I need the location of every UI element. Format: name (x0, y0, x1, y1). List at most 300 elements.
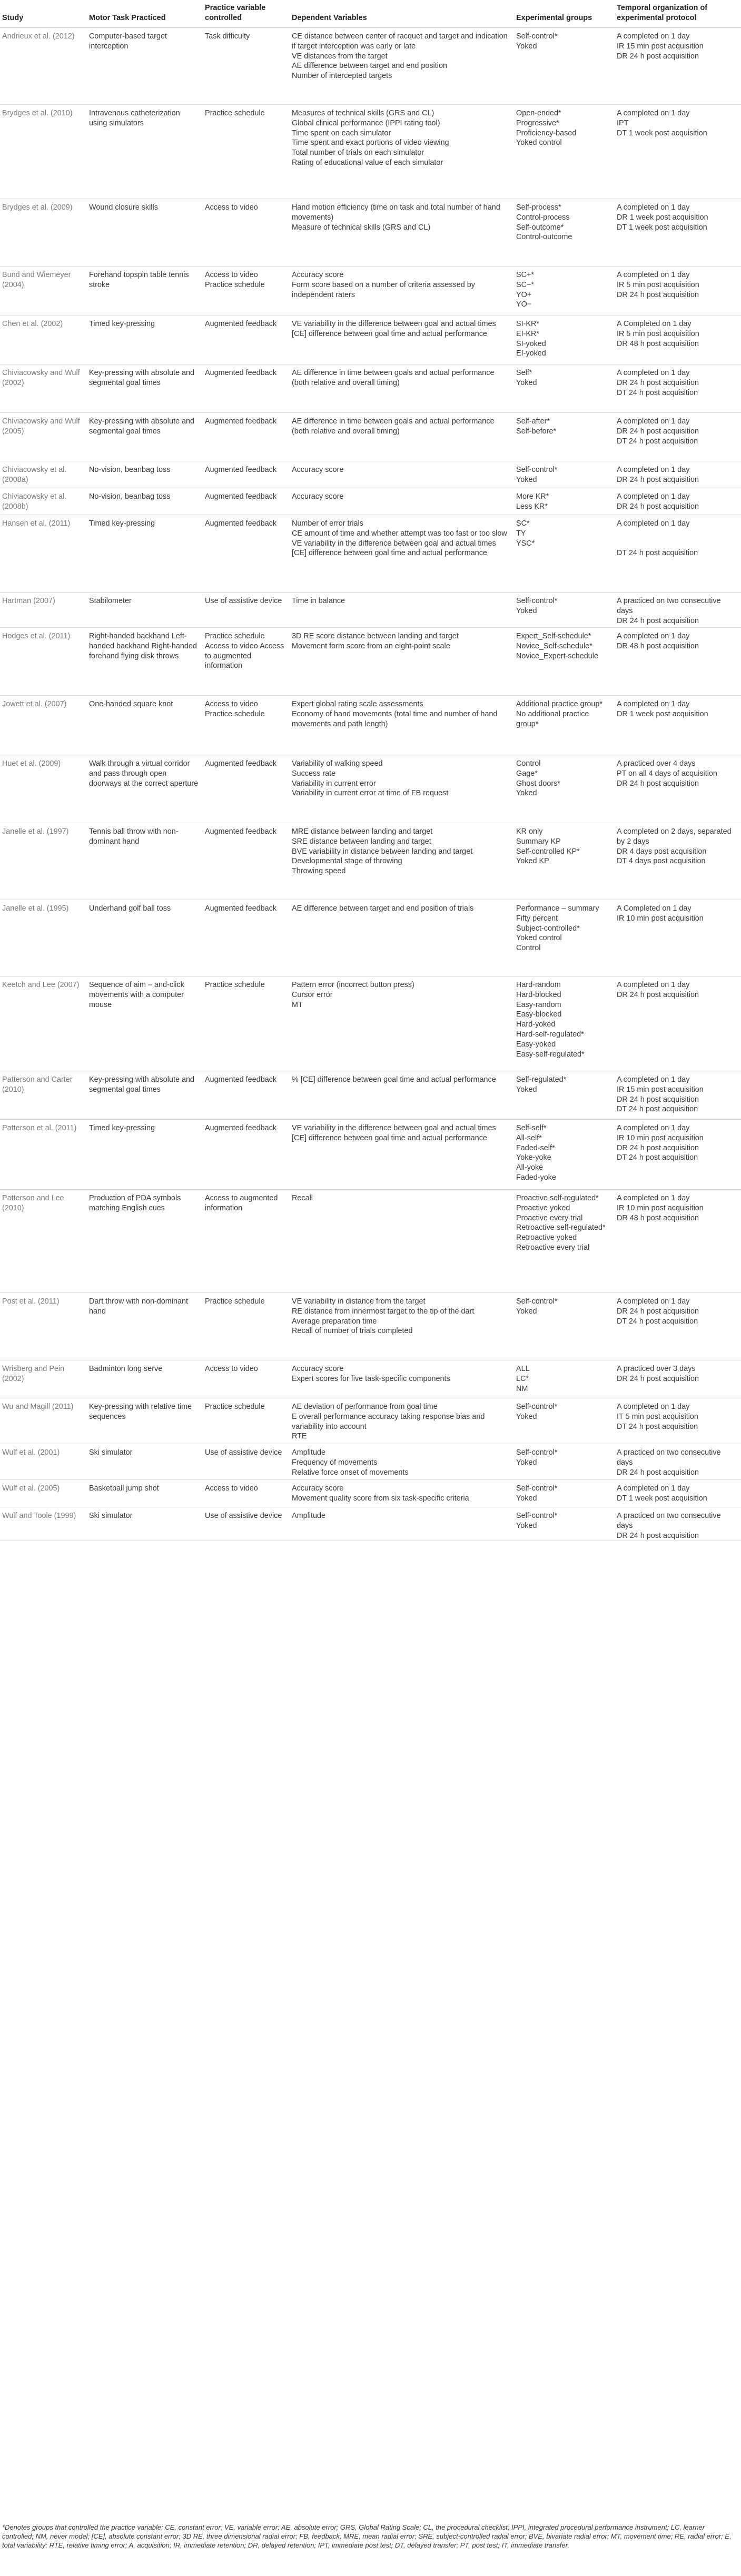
dependent-variable: Measure of technical skills (GRS and CL) (292, 223, 431, 232)
experimental-groups-cell (514, 1071, 615, 1120)
experimental-groups-cell (514, 461, 615, 488)
timing-item: A Completed on 1 day (617, 320, 691, 328)
group-item: Hard-self-regulated* (516, 1030, 584, 1039)
timing-item: DR 48 h post acquisition (617, 641, 699, 650)
group-item: Novice_Self-schedule* (516, 641, 592, 650)
timing-item: DR 24 h post acquisition (617, 1531, 699, 1540)
group-item: Gage* (516, 769, 538, 778)
timing-item: DR 1 week post acquisition (617, 709, 708, 718)
practice-variable-cell: Access to video Practice schedule (203, 267, 290, 315)
dependent-variable: Total number of trials on each simulator (292, 149, 424, 157)
header-practice-variable: Practice variable controlled (203, 0, 290, 28)
temporal-organization-cell (615, 1120, 741, 1190)
group-item: Retroactive yoked (516, 1233, 577, 1242)
group-item: Proficiency-based (516, 129, 577, 137)
group-item: Self-control* (516, 597, 558, 605)
timing-item: DR 24 h post acquisition (617, 1307, 699, 1316)
table-row (0, 593, 741, 628)
group-item: Subject-controlled* (516, 924, 580, 933)
group-item: Hard-random (516, 981, 561, 989)
experimental-groups-cell (514, 823, 615, 900)
temporal-organization-cell (615, 593, 741, 628)
group-item: YO− (516, 300, 532, 309)
experimental-groups-cell (514, 315, 615, 364)
practice-variable-cell: Access to video (203, 1480, 290, 1507)
dependent-variable: Developmental stage of throwing (292, 857, 402, 866)
table-row (0, 976, 741, 1071)
study-cell: Brydges et al. (2009) (0, 199, 87, 267)
timing-item: DR 48 h post acquisition (617, 1213, 699, 1222)
dependent-variables-cell (290, 823, 514, 900)
timing-item: DR 24 h post acquisition (617, 990, 699, 999)
experimental-groups-cell (514, 28, 615, 105)
header-motor-task: Motor Task Practiced (87, 0, 203, 28)
group-item: Proactive yoked (516, 1203, 570, 1212)
motor-task-cell: Tennis ball throw with non-dominant hand (87, 823, 203, 900)
timing-item: A practiced on two consecutive days (617, 597, 721, 615)
dependent-variable: Accuracy score (292, 492, 344, 501)
dependent-variable: Form score based on a number of criteria assessed by independent raters (292, 280, 475, 299)
dependent-variable: Variability of walking speed (292, 759, 383, 768)
timing-item: DT 4 days post acquisition (617, 857, 706, 866)
table-row (0, 628, 741, 696)
timing-item: DT 1 week post acquisition (617, 129, 707, 137)
table-row (0, 1360, 741, 1398)
group-item: YO+ (516, 290, 532, 299)
motor-task-cell: Dart throw with non-dominant hand (87, 1293, 203, 1360)
study-cell: Wrisberg and Pein (2002) (0, 1360, 87, 1398)
table-row (0, 267, 741, 315)
table-row (0, 1071, 741, 1120)
timing-item: A completed on 1 day (617, 519, 690, 528)
table-row (0, 1507, 741, 1541)
practice-variable-cell: Use of assistive device (203, 1507, 290, 1541)
study-cell: Jowett et al. (2007) (0, 696, 87, 755)
practice-variable-cell: Augmented feedback (203, 364, 290, 413)
table-header-row (0, 0, 741, 28)
dependent-variable: Amplitude (292, 1448, 325, 1457)
study-cell: Wulf et al. (2005) (0, 1480, 87, 1507)
group-item: Self-control* (516, 32, 558, 41)
study-cell: Keetch and Lee (2007) (0, 976, 87, 1071)
header-temporal-organization: Temporal organization of experimental protocol (615, 0, 741, 28)
motor-task-cell: Forehand topspin table tennis stroke (87, 267, 203, 315)
table-row (0, 1190, 741, 1293)
dependent-variable: Recall of number of trials completed (292, 1327, 413, 1336)
group-item: Self-self* (516, 1124, 547, 1132)
practice-variable-cell: Access to video (203, 199, 290, 267)
group-item: Yoked control (516, 139, 562, 147)
table-row (0, 1120, 741, 1190)
practice-variable-cell: Augmented feedback (203, 315, 290, 364)
dependent-variable: 3D RE score distance between landing and target (292, 632, 459, 640)
practice-variable-cell: Access to video (203, 1360, 290, 1398)
timing-item: IR 15 min post acquisition (617, 1085, 704, 1094)
group-item: Yoke-yoke (516, 1153, 551, 1162)
timing-item: A completed on 1 day (617, 109, 690, 117)
dependent-variables-cell (290, 28, 514, 105)
group-item: Control (516, 759, 541, 768)
motor-task-cell: No-vision, beanbag toss (87, 461, 203, 488)
group-item: Proactive self-regulated* (516, 1194, 599, 1202)
study-cell: Hansen et al. (2011) (0, 515, 87, 593)
dependent-variable: Throwing speed (292, 867, 346, 876)
study-cell: Chiviacowsky et al. (2008a) (0, 461, 87, 488)
group-item: SI-yoked (516, 339, 546, 348)
group-item: Summary KP (516, 837, 561, 846)
dependent-variable: CE distance between center of racquet and target and indication if target interception was early or late (292, 32, 508, 51)
group-item: Self-control* (516, 1512, 558, 1520)
dependent-variable: Movement quality score from six task-specific criteria (292, 1494, 469, 1503)
timing-item: A completed on 1 day (617, 632, 690, 640)
group-item: Control-process (516, 213, 570, 222)
group-item: KR only (516, 827, 543, 836)
temporal-organization-cell (615, 413, 741, 461)
temporal-organization-cell (615, 199, 741, 267)
timing-item: PT on all 4 days of acquisition (617, 769, 717, 778)
table-row (0, 315, 741, 364)
group-item: Self-control* (516, 1297, 558, 1306)
group-item: Hard-yoked (516, 1020, 556, 1029)
dependent-variable: Accuracy score (292, 1484, 344, 1493)
dependent-variables-cell (290, 755, 514, 823)
experimental-groups-cell (514, 1360, 615, 1398)
timing-item: DR 48 h post acquisition (617, 339, 699, 348)
study-cell: Hartman (2007) (0, 593, 87, 628)
table-row (0, 696, 741, 755)
group-item: Easy-self-regulated* (516, 1050, 585, 1059)
group-item: Faded-yoke (516, 1173, 556, 1182)
timing-item: DR 24 h post acquisition (617, 427, 699, 436)
experimental-groups-cell (514, 1480, 615, 1507)
group-item: EI-yoked (516, 349, 546, 358)
dependent-variable: Time spent on each simulator (292, 129, 391, 137)
dependent-variable: VE variability in the difference between goal and actual times (292, 1124, 496, 1132)
dependent-variable: VE variability in distance from the target (292, 1297, 426, 1306)
motor-task-cell: Ski simulator (87, 1444, 203, 1480)
practice-variable-cell: Access to augmented information (203, 1190, 290, 1293)
dependent-variable: AE deviation of performance from goal time (292, 1403, 438, 1411)
dependent-variables-cell (290, 1293, 514, 1360)
timing-item: DR 24 h post acquisition (617, 475, 699, 484)
dependent-variable: Recall (292, 1194, 313, 1202)
experimental-groups-cell (514, 199, 615, 267)
dependent-variable: VE distances from the target (292, 52, 388, 61)
experimental-groups-cell (514, 1293, 615, 1360)
group-item: EI-KR* (516, 329, 539, 338)
timing-item: IR 5 min post acquisition (617, 280, 699, 289)
timing-item: IR 10 min post acquisition (617, 914, 704, 923)
header-dependent-variables: Dependent Variables (290, 0, 514, 28)
group-item: Fifty percent (516, 914, 558, 923)
practice-variable-cell: Use of assistive device (203, 1444, 290, 1480)
experimental-groups-cell (514, 105, 615, 199)
timing-item: DR 24 h post acquisition (617, 1468, 699, 1477)
table-row (0, 515, 741, 593)
dependent-variable: % [CE] difference between goal time and actual performance (292, 1075, 496, 1084)
group-item: Yoked (516, 378, 537, 387)
timing-item: A completed on 1 day (617, 700, 690, 708)
study-cell: Huet et al. (2009) (0, 755, 87, 823)
group-item: Expert_Self-schedule* (516, 632, 591, 640)
group-item: Self-process* (516, 203, 561, 212)
timing-item: A completed on 1 day (617, 1484, 690, 1493)
dependent-variable: MRE distance between landing and target (292, 827, 433, 836)
motor-task-cell: Wound closure skills (87, 199, 203, 267)
practice-variable-cell: Practice schedule (203, 1398, 290, 1444)
temporal-organization-cell (615, 1360, 741, 1398)
motor-task-cell: Key-pressing with absolute and segmental goal times (87, 364, 203, 413)
dependent-variables-cell (290, 976, 514, 1071)
group-item: LC* (516, 1374, 529, 1383)
dependent-variables-cell (290, 199, 514, 267)
group-item: Easy-blocked (516, 1010, 562, 1019)
experimental-groups-cell (514, 1507, 615, 1541)
dependent-variables-cell (290, 461, 514, 488)
motor-task-cell: Intravenous catheterization using simulators (87, 105, 203, 199)
table-row (0, 1398, 741, 1444)
dependent-variable: Variability in current error (292, 779, 376, 788)
dependent-variables-cell (290, 900, 514, 976)
study-cell: Wulf et al. (2001) (0, 1444, 87, 1480)
temporal-organization-cell (615, 976, 741, 1071)
dependent-variable: E overall performance accuracy taking response bias and variability into account (292, 1412, 485, 1431)
dependent-variable: Expert global rating scale assessments (292, 700, 423, 708)
dependent-variables-cell (290, 696, 514, 755)
dependent-variable: CE amount of time and whether attempt was too fast or too slow (292, 529, 507, 538)
timing-item: A completed on 2 days, separated by 2 days (617, 827, 732, 846)
temporal-organization-cell (615, 1507, 741, 1541)
experimental-groups-cell (514, 593, 615, 628)
group-item: Retroactive self-regulated* (516, 1223, 606, 1232)
dependent-variable: Time spent and exact portions of video viewing (292, 139, 449, 147)
experimental-groups-cell (514, 1444, 615, 1480)
group-item: Self* (516, 369, 532, 377)
group-item: Yoked (516, 1494, 537, 1503)
header-experimental-groups: Experimental groups (514, 0, 615, 28)
dependent-variable: Accuracy score (292, 1365, 344, 1373)
dependent-variable: SRE distance between landing and target (292, 837, 431, 846)
dependent-variable: RE distance from innermost target to the tip of the dart (292, 1307, 475, 1316)
study-cell: Janelle et al. (1995) (0, 900, 87, 976)
temporal-organization-cell (615, 488, 741, 515)
group-item: Ghost doors* (516, 779, 560, 788)
temporal-organization-cell (615, 1480, 741, 1507)
group-item: Hard-blocked (516, 990, 561, 999)
experimental-groups-cell (514, 413, 615, 461)
dependent-variable: Rating of educational value of each simulator (292, 158, 443, 167)
timing-item: DT 24 h post acquisition (617, 1317, 698, 1326)
timing-item: DT 1 week post acquisition (617, 1494, 707, 1503)
motor-task-cell: Underhand golf ball toss (87, 900, 203, 976)
experimental-groups-cell (514, 628, 615, 696)
timing-item: DR 24 h post acquisition (617, 1374, 699, 1383)
temporal-organization-cell (615, 628, 741, 696)
timing-item: A completed on 1 day (617, 417, 690, 426)
timing-item (617, 539, 737, 549)
table-row (0, 488, 741, 515)
group-item: Self-control* (516, 1484, 558, 1493)
practice-variable-cell: Practice schedule Access to video Access to augmented information (203, 628, 290, 696)
temporal-organization-cell (615, 1071, 741, 1120)
group-item: Self-regulated* (516, 1075, 567, 1084)
dependent-variable: Number of error trials (292, 519, 363, 528)
table-row (0, 105, 741, 199)
temporal-organization-cell (615, 1293, 741, 1360)
experimental-groups-cell (514, 364, 615, 413)
motor-task-cell: Badminton long serve (87, 1360, 203, 1398)
timing-item: DT 24 h post acquisition (617, 549, 698, 558)
timing-item: A completed on 1 day (617, 492, 690, 501)
experimental-groups-cell (514, 1190, 615, 1293)
dependent-variable: Success rate (292, 769, 336, 778)
practice-variable-cell: Use of assistive device (203, 593, 290, 628)
group-item: No additional practice group* (516, 709, 589, 728)
practice-variable-cell: Augmented feedback (203, 461, 290, 488)
timing-item: A practiced over 4 days (617, 759, 696, 768)
practice-variable-cell: Augmented feedback (203, 413, 290, 461)
timing-item: DT 1 week post acquisition (617, 223, 707, 232)
group-item: Control-outcome (516, 233, 572, 242)
timing-item: DR 24 h post acquisition (617, 1095, 699, 1104)
group-item: ALL (516, 1365, 530, 1373)
group-item: Self-control* (516, 1448, 558, 1457)
group-item: SC* (516, 519, 530, 528)
table-row (0, 199, 741, 267)
dependent-variable: Hand motion efficiency (time on task and total number of hand movements) (292, 203, 500, 222)
timing-item: A completed on 1 day (617, 1124, 690, 1132)
timing-item: DT 24 h post acquisition (617, 437, 698, 446)
dependent-variable: AE difference between target and end position (292, 62, 447, 71)
group-item: All-self* (516, 1133, 542, 1142)
dependent-variables-cell (290, 364, 514, 413)
group-item: Self-after* (516, 417, 550, 426)
dependent-variables-cell (290, 413, 514, 461)
table-row (0, 28, 741, 105)
group-item: Yoked (516, 475, 537, 484)
motor-task-cell: Sequence of aim – and-click movements with a computer mouse (87, 976, 203, 1071)
table-row (0, 413, 741, 461)
experimental-groups-cell (514, 515, 615, 593)
experimental-groups-cell (514, 1120, 615, 1190)
dependent-variable: AE difference between target and end position of trials (292, 904, 474, 913)
dependent-variable: Global clinical performance (IPPI rating tool) (292, 119, 440, 127)
table-row (0, 1480, 741, 1507)
timing-item: A practiced over 3 days (617, 1365, 696, 1373)
group-item: Novice_Expert-schedule (516, 652, 598, 660)
timing-item: A completed on 1 day (617, 271, 690, 279)
study-cell: Janelle et al. (1997) (0, 823, 87, 900)
experimental-groups-cell (514, 696, 615, 755)
study-cell: Patterson et al. (2011) (0, 1120, 87, 1190)
study-cell: Brydges et al. (2010) (0, 105, 87, 199)
header-study: Study (0, 0, 87, 28)
timing-item: A completed on 1 day (617, 203, 690, 212)
timing-item: IR 15 min post acquisition (617, 42, 704, 51)
table-row (0, 900, 741, 976)
table-row (0, 823, 741, 900)
table-row (0, 461, 741, 488)
group-item: SC+* (516, 271, 534, 279)
timing-item (617, 529, 737, 539)
group-item: All-yoke (516, 1163, 544, 1172)
dependent-variable: MT (292, 1000, 303, 1009)
dependent-variable: Accuracy score (292, 271, 344, 279)
timing-item: DR 24 h post acquisition (617, 616, 699, 625)
timing-item: DR 24 h post acquisition (617, 52, 699, 61)
study-cell: Andrieux et al. (2012) (0, 28, 87, 105)
group-item: Yoked (516, 42, 537, 51)
group-item: Yoked (516, 1307, 537, 1316)
dependent-variable: Pattern error (incorrect button press) (292, 981, 414, 989)
dependent-variables-cell (290, 1360, 514, 1398)
motor-task-cell: Key-pressing with relative time sequences (87, 1398, 203, 1444)
practice-variable-cell: Augmented feedback (203, 1071, 290, 1120)
motor-task-cell: Walk through a virtual corridor and pass through open doorways at the correct aperture (87, 755, 203, 823)
study-cell: Post et al. (2011) (0, 1293, 87, 1360)
group-item: Yoked KP (516, 857, 549, 866)
timing-item: DR 24 h post acquisition (617, 1143, 699, 1152)
timing-item: DT 24 h post acquisition (617, 388, 698, 397)
motor-task-cell: Key-pressing with absolute and segmental goal times (87, 1071, 203, 1120)
practice-variable-cell: Practice schedule (203, 1293, 290, 1360)
timing-item: A completed on 1 day (617, 32, 690, 41)
practice-variable-cell: Practice schedule (203, 976, 290, 1071)
group-item: Retroactive every trial (516, 1243, 590, 1252)
group-item: Easy-random (516, 1000, 561, 1009)
motor-task-cell: Ski simulator (87, 1507, 203, 1541)
motor-task-cell: Timed key-pressing (87, 1120, 203, 1190)
dependent-variable: Accuracy score (292, 466, 344, 474)
group-item: Yoked (516, 606, 537, 615)
temporal-organization-cell (615, 1444, 741, 1480)
experimental-groups-cell (514, 1398, 615, 1444)
dependent-variable: Number of intercepted targets (292, 72, 392, 81)
dependent-variables-cell (290, 1480, 514, 1507)
table-row (0, 364, 741, 413)
timing-item: A practiced on two consecutive days (617, 1448, 721, 1467)
dependent-variable: VE variability in the difference between goal and actual times (292, 539, 496, 548)
temporal-organization-cell (615, 105, 741, 199)
group-item: Yoked (516, 1085, 537, 1094)
motor-task-cell: One-handed square knot (87, 696, 203, 755)
dependent-variable: Measures of technical skills (GRS and CL) (292, 109, 434, 117)
dependent-variables-cell (290, 1444, 514, 1480)
group-item: NM (516, 1384, 528, 1393)
dependent-variable: RTE (292, 1432, 307, 1441)
group-item: Faded-self* (516, 1143, 555, 1152)
practice-variable-cell: Augmented feedback (203, 515, 290, 593)
dependent-variables-cell (290, 1071, 514, 1120)
timing-item: A completed on 1 day (617, 981, 690, 989)
dependent-variable: Expert scores for five task-specific components (292, 1374, 450, 1383)
practice-variable-cell: Task difficulty (203, 28, 290, 105)
dependent-variable: AE difference in time between goals and actual performance (both relative and overall timing) (292, 369, 495, 387)
table-footnote: *Denotes groups that controlled the practice variable; CE, constant error; VE, variable error; AE, absolute error; GRS, Global Rating Scale; CL, the procedural checklist; IPPI, integrated procedural performance instrument; LC, learner controlled; NM, never model; [CE], absolute constant error; 3D RE, three dimensional radial error; FB, feedback; MRE, mean radial error; SRE, subject-controlled radial error; BVE, bivariate radial error; MT, movement time; RE, radial error; E, total variability; RTE, relative timing error; A, acquisition; IR, immediate retention; DR, delayed retention; IPT, immediate post test; DT, delayed transfer; PT, post test; IT, immediate transfer. (2, 2523, 732, 2549)
group-item: Less KR* (516, 502, 548, 511)
temporal-organization-cell (615, 515, 741, 593)
study-cell: Bund and Wiemeyer (2004) (0, 267, 87, 315)
dependent-variables-cell (290, 628, 514, 696)
practice-variable-cell: Augmented feedback (203, 1120, 290, 1190)
experimental-groups-cell (514, 755, 615, 823)
timing-item: IR 5 min post acquisition (617, 329, 699, 338)
dependent-variable: Economy of hand movements (total time and number of hand movements and path length) (292, 709, 498, 728)
dependent-variable: Time in balance (292, 597, 345, 605)
group-item: YSC* (516, 539, 535, 548)
study-cell: Patterson and Carter (2010) (0, 1071, 87, 1120)
group-item: Self-controlled KP* (516, 847, 580, 856)
